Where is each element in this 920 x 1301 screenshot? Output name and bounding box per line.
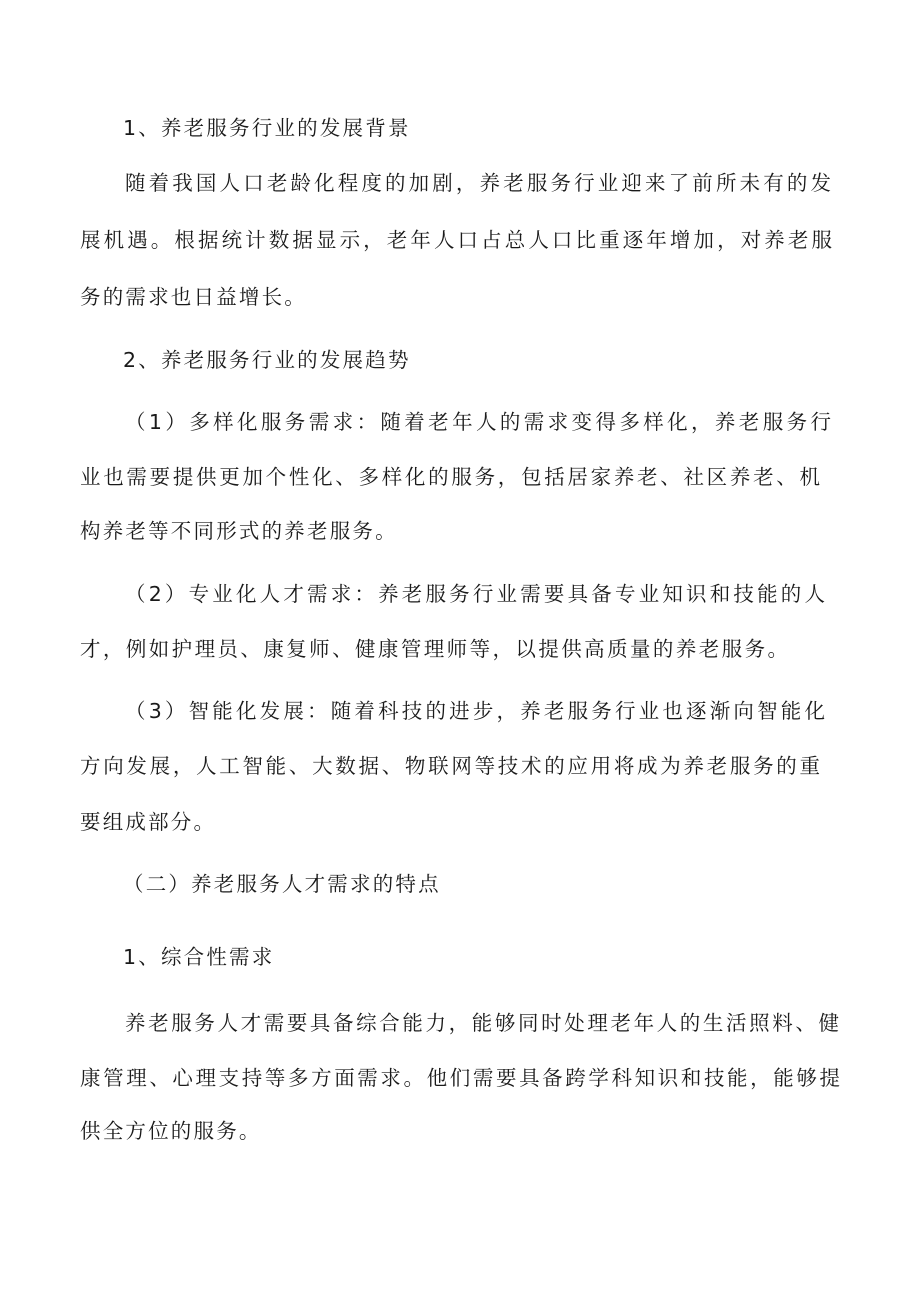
paragraph-line: 要组成部分。: [80, 810, 217, 834]
paragraph-line: 展机遇。根据统计数据显示，老年人口占总人口比重逐年增加，对养老服: [80, 228, 832, 252]
section-heading: 2、养老服务行业的发展趋势: [123, 348, 411, 372]
paragraph-line: （3）智能化发展：随着科技的进步，养老服务行业也逐渐向智能化: [125, 699, 825, 723]
paragraph-line: 养老服务人才需要具备综合能力，能够同时处理老年人的生活照料、健: [125, 1011, 839, 1035]
paragraph-line: 方向发展，人工智能、大数据、物联网等技术的应用将成为养老服务的重: [80, 754, 820, 778]
section-heading: 1、养老服务行业的发展背景: [123, 116, 411, 140]
paragraph-line: 供全方位的服务。: [80, 1119, 262, 1143]
paragraph-line: 构养老等不同形式的养老服务。: [80, 519, 398, 543]
paragraph-line: 业也需要提供更加个性化、多样化的服务，包括居家养老、社区养老、机: [80, 465, 820, 489]
section-heading: （二）养老服务人才需求的特点: [123, 872, 441, 896]
section-heading: 1、综合性需求: [123, 945, 275, 969]
paragraph-line: （1）多样化服务需求：随着老年人的需求变得多样化，养老服务行: [125, 410, 831, 434]
paragraph-line: 康管理、心理支持等多方面需求。他们需要具备跨学科知识和技能，能够提: [80, 1066, 840, 1090]
paragraph-line: 随着我国人口老龄化程度的加剧，养老服务行业迎来了前所未有的发: [125, 171, 831, 195]
paragraph-line: （2）专业化人才需求：养老服务行业需要具备专业知识和技能的人: [125, 582, 825, 606]
paragraph-line: 务的需求也日益增长。: [80, 285, 307, 309]
paragraph-line: 才，例如护理员、康复师、健康管理师等，以提供高质量的养老服务。: [80, 637, 788, 661]
